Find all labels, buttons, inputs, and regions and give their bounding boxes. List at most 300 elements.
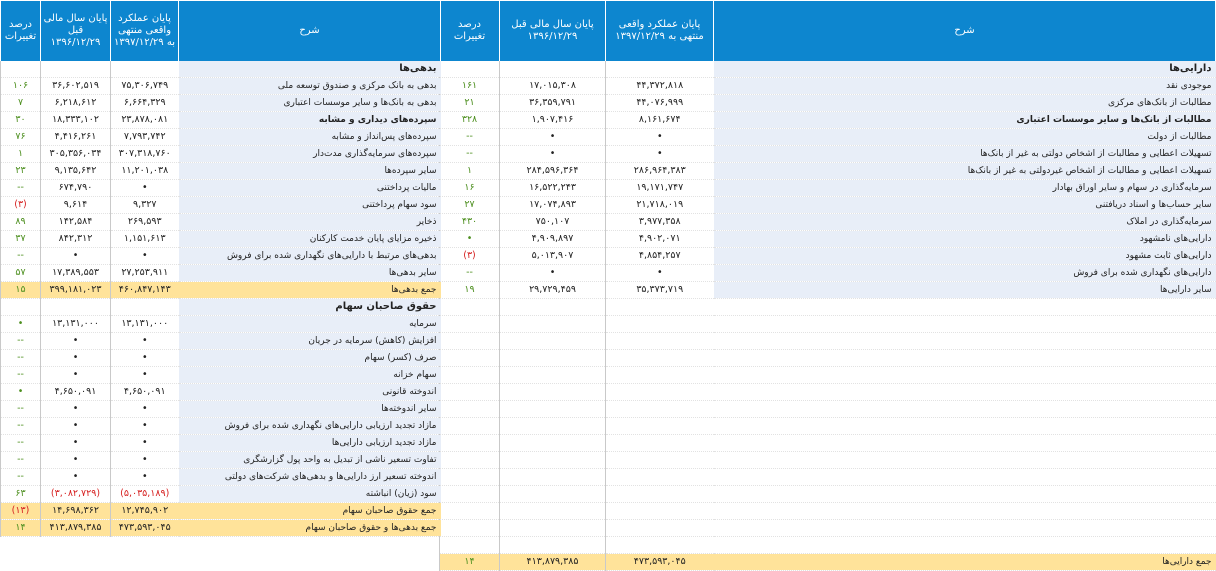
cell-desc: تسهیلات اعطایی و مطالبات از اشخاص دولتی به غیر از بانک‌ها [714,146,1216,163]
cell-prior: ۱۴۲,۵۸۴ [41,214,111,231]
cell-current: • [111,469,179,486]
cell-change [1,299,41,316]
cell-current: ۳,۹۷۷,۳۵۸ [606,214,714,231]
cell-change: -- [1,248,41,265]
cell-prior: ۱,۹۰۷,۴۱۶ [500,112,606,129]
empty-row [440,350,1216,367]
cell-change: -- [440,129,500,146]
cell-change: -- [1,418,41,435]
cell-current: ۳۰۷,۳۱۸,۷۶۰ [111,146,179,163]
cell-change [1,61,41,78]
empty-cell [606,520,714,537]
cell-current: ۴۷۳,۵۹۳,۰۴۵ [606,554,714,571]
empty-cell [440,384,500,401]
cell-current: • [606,129,714,146]
empty-cell [714,367,1216,384]
table-row [1,248,441,265]
table-row [1,129,441,146]
cell-prior: • [500,129,606,146]
liabilities-table [0,0,441,537]
cell-change: ۲۱ [440,95,500,112]
cell-current: ۴۴,۰۷۶,۹۹۹ [606,95,714,112]
empty-row [440,418,1216,435]
cell-change: ۳۲۸ [440,112,500,129]
cell-desc: حقوق صاحبان سهام [179,299,441,316]
cell-desc: سهام خزانه [179,367,441,384]
cell-prior: • [500,265,606,282]
empty-row [440,537,1216,554]
liabilities-prior-header: پایان سال مالی قبل ۱۳۹۶/۱۲/۲۹ [41,1,111,62]
empty-cell [500,316,606,333]
table-row [440,95,1216,112]
liabilities-current-header: پایان عملکرد واقعی منتهی به ۱۳۹۷/۱۲/۲۹ [111,1,179,62]
cell-current: • [111,452,179,469]
cell-current: ۷۵,۳۰۶,۷۴۹ [111,78,179,95]
cell-prior: ۱۳,۱۳۱,۰۰۰ [41,316,111,333]
empty-cell [714,520,1216,537]
empty-cell [440,367,500,384]
cell-desc: موجودی نقد [714,78,1216,95]
cell-change: ۳۷ [1,231,41,248]
cell-desc: سایر بدهی‌ها [179,265,441,282]
empty-cell [500,503,606,520]
cell-desc: دارایی‌های ثابت مشهود [714,248,1216,265]
cell-change: ۲۳ [1,163,41,180]
cell-desc: مطالبات از دولت [714,129,1216,146]
cell-current [111,299,179,316]
empty-cell [714,401,1216,418]
cell-current: ۱,۱۵۱,۶۱۳ [111,231,179,248]
cell-desc: سرمایه [179,316,441,333]
empty-cell [500,401,606,418]
empty-cell [714,435,1216,452]
empty-cell [500,435,606,452]
cell-desc: دارایی‌ها [714,61,1216,78]
empty-cell [714,469,1216,486]
cell-desc: جمع حقوق صاحبان سهام [179,503,441,520]
cell-change: ۳۰ [1,112,41,129]
empty-cell [440,418,500,435]
cell-prior: ۱۸,۳۳۳,۱۰۲ [41,112,111,129]
table-row [1,486,441,503]
cell-current: ۴,۶۵۰,۰۹۱ [111,384,179,401]
empty-cell [500,486,606,503]
cell-change: ۱۶ [440,180,500,197]
cell-current: • [111,418,179,435]
cell-prior: (۳,۰۸۲,۷۲۹) [41,486,111,503]
table-row [1,146,441,163]
cell-change: ۱۹ [440,282,500,299]
cell-prior: ۳۶,۶۰۲,۵۱۹ [41,78,111,95]
empty-cell [606,435,714,452]
empty-cell [606,333,714,350]
empty-cell [440,520,500,537]
table-row [440,214,1216,231]
cell-current: ۲۸۶,۹۶۴,۳۸۳ [606,163,714,180]
cell-change: -- [1,333,41,350]
cell-desc: جمع بدهی‌ها [179,282,441,299]
empty-cell [440,435,500,452]
total-row [1,503,441,520]
cell-desc: سود سهام پرداختنی [179,197,441,214]
cell-prior: ۴۱۳,۸۷۹,۳۸۵ [500,554,606,571]
empty-cell [500,333,606,350]
cell-desc: اندوخته قانونی [179,384,441,401]
cell-prior: • [41,452,111,469]
cell-desc: سپرده‌های دیداری و مشابه [179,112,441,129]
cell-desc: صرف (کسر) سهام [179,350,441,367]
cell-current: ۱۲,۷۴۵,۹۰۲ [111,503,179,520]
cell-current: • [111,180,179,197]
cell-desc: جمع دارایی‌ها [714,554,1216,571]
cell-change: • [440,231,500,248]
cell-desc: بدهی به بانک‌ها و سایر موسسات اعتباری [179,95,441,112]
cell-change: ۶۳ [1,486,41,503]
cell-desc: جمع بدهی‌ها و حقوق صاحبان سهام [179,520,441,537]
section-row [440,61,1216,78]
empty-row [440,333,1216,350]
empty-row [440,503,1216,520]
empty-cell [714,333,1216,350]
cell-current: ۴,۹۰۲,۰۷۱ [606,231,714,248]
empty-cell [714,537,1216,554]
empty-cell [714,299,1216,316]
cell-change: -- [1,435,41,452]
empty-cell [606,503,714,520]
cell-change: ۸۹ [1,214,41,231]
table-row [1,350,441,367]
cell-current: • [111,333,179,350]
cell-prior: • [41,333,111,350]
cell-prior: ۱۷,۰۱۵,۳۰۸ [500,78,606,95]
cell-current: • [111,248,179,265]
empty-row [440,299,1216,316]
table-row [440,146,1216,163]
empty-cell [606,418,714,435]
cell-change: ۷۶ [1,129,41,146]
empty-cell [440,401,500,418]
empty-cell [440,486,500,503]
cell-prior: ۵,۰۱۳,۹۰۷ [500,248,606,265]
cell-current: ۲۱,۷۱۸,۰۱۹ [606,197,714,214]
cell-current: ۶,۶۶۴,۳۲۹ [111,95,179,112]
cell-current: ۴۴,۳۷۲,۸۱۸ [606,78,714,95]
cell-change: ۱۴ [440,554,500,571]
cell-desc: مازاد تجدید ارزیابی دارایی‌ها [179,435,441,452]
cell-current: (۵,۰۳۵,۱۸۹) [111,486,179,503]
empty-cell [500,299,606,316]
table-row [1,197,441,214]
table-row [440,231,1216,248]
cell-desc: مطالبات از بانک‌های مرکزی [714,95,1216,112]
empty-cell [714,503,1216,520]
cell-change: -- [1,401,41,418]
empty-cell [500,537,606,554]
cell-prior: ۲۸۴,۵۹۶,۳۶۴ [500,163,606,180]
cell-prior: ۴۱۳,۸۷۹,۳۸۵ [41,520,111,537]
table-row [1,384,441,401]
cell-change: ۴۳۰ [440,214,500,231]
table-row [1,435,441,452]
empty-cell [606,486,714,503]
cell-prior [500,61,606,78]
assets-prior-header: پایان سال مالی قبل ۱۳۹۶/۱۲/۲۹ [500,1,606,62]
cell-current: ۴۶۰,۸۴۷,۱۴۳ [111,282,179,299]
cell-prior: • [41,248,111,265]
cell-prior: ۴,۹۰۹,۸۹۷ [500,231,606,248]
cell-desc: اندوخته تسعیر ارز دارایی‌ها و بدهی‌های شرکت‌های دولتی [179,469,441,486]
cell-current: ۹,۳۲۷ [111,197,179,214]
cell-prior: ۱۷,۰۷۴,۸۹۳ [500,197,606,214]
cell-desc: سرمایه‌گذاری در املاک [714,214,1216,231]
cell-change: ۱۵ [1,282,41,299]
cell-change: -- [440,146,500,163]
cell-desc: بدهی‌ها [179,61,441,78]
empty-cell [440,299,500,316]
cell-current: • [606,265,714,282]
empty-cell [606,299,714,316]
cell-current: ۴,۸۵۴,۲۵۷ [606,248,714,265]
empty-cell [606,316,714,333]
cell-change [440,61,500,78]
liabilities-change-header: درصد تغییرات [1,1,41,62]
cell-prior: ۶,۲۱۸,۶۱۲ [41,95,111,112]
table-row [440,112,1216,129]
cell-current: • [111,401,179,418]
cell-change: • [1,384,41,401]
cell-prior: • [41,469,111,486]
empty-cell [440,452,500,469]
empty-cell [606,384,714,401]
cell-desc: سود (زیان) انباشته [179,486,441,503]
cell-prior: ۸۴۲,۳۱۲ [41,231,111,248]
cell-prior: ۶۷۴,۷۹۰ [41,180,111,197]
empty-cell [606,350,714,367]
cell-current: ۱۳,۱۳۱,۰۰۰ [111,316,179,333]
cell-prior: • [41,401,111,418]
empty-cell [606,469,714,486]
cell-change: • [1,316,41,333]
table-row [1,418,441,435]
empty-row [440,384,1216,401]
empty-cell [714,316,1216,333]
cell-change: (۳) [1,197,41,214]
empty-cell [714,452,1216,469]
table-row [1,112,441,129]
cell-current: ۱۹,۱۷۱,۷۴۷ [606,180,714,197]
cell-current: • [111,435,179,452]
cell-prior: ۹,۶۱۴ [41,197,111,214]
cell-change: (۳) [440,248,500,265]
empty-row [440,486,1216,503]
cell-desc: دارایی‌های نگهداری شده برای فروش [714,265,1216,282]
cell-desc: ذخیره مزایای پایان خدمت کارکنان [179,231,441,248]
table-row [1,401,441,418]
cell-prior: ۲۹,۷۲۹,۴۵۹ [500,282,606,299]
assets-desc-header: شرح [714,1,1216,62]
cell-desc: سایر سپرده‌ها [179,163,441,180]
total-row [440,554,1216,571]
cell-change: ۱ [440,163,500,180]
empty-row [440,401,1216,418]
cell-prior: ۱۷,۳۸۹,۵۵۳ [41,265,111,282]
cell-change: ۱۴ [1,520,41,537]
cell-prior: • [41,418,111,435]
table-row [1,316,441,333]
cell-change: ۲۷ [440,197,500,214]
cell-prior: ۱۶,۵۲۲,۲۴۳ [500,180,606,197]
table-row [440,282,1216,299]
table-row [1,78,441,95]
table-row [1,452,441,469]
table-row [1,367,441,384]
cell-desc: سایر حساب‌ها و اسناد دریافتنی [714,197,1216,214]
empty-row [440,520,1216,537]
assets-change-header: درصد تغییرات [440,1,500,62]
cell-change: ۱۰۶ [1,78,41,95]
cell-desc: مالیات پرداختنی [179,180,441,197]
cell-desc: سپرده‌های پس‌انداز و مشابه [179,129,441,146]
cell-desc: سرمایه‌گذاری در سهام و سایر اوراق بهادار [714,180,1216,197]
cell-change: (۱۳) [1,503,41,520]
table-row [1,95,441,112]
cell-prior: ۳۶,۳۵۹,۷۹۱ [500,95,606,112]
cell-change: ۱ [1,146,41,163]
cell-prior: • [41,350,111,367]
cell-desc: سایر دارایی‌ها [714,282,1216,299]
cell-current: • [606,146,714,163]
cell-prior: ۷۵۰,۱۰۷ [500,214,606,231]
cell-change: ۷ [1,95,41,112]
cell-desc: افزایش (کاهش) سرمایه در جریان [179,333,441,350]
cell-desc: تفاوت تسعیر ناشی از تبدیل به واحد پول گزارشگری [179,452,441,469]
cell-change: -- [1,367,41,384]
cell-change: -- [1,180,41,197]
table-row [1,163,441,180]
cell-desc: سایر اندوخته‌ها [179,401,441,418]
cell-current: • [111,367,179,384]
cell-prior: ۴,۶۵۰,۰۹۱ [41,384,111,401]
cell-prior [41,61,111,78]
empty-row [440,435,1216,452]
section-row [1,299,441,316]
cell-prior: • [41,367,111,384]
cell-prior: ۳۰۵,۳۵۶,۰۳۴ [41,146,111,163]
cell-prior: • [41,435,111,452]
cell-desc: سپرده‌های سرمایه‌گذاری مدت‌دار [179,146,441,163]
cell-current: ۲۳,۸۷۸,۰۸۱ [111,112,179,129]
assets-table [439,0,1216,571]
cell-desc: مطالبات از بانک‌ها و سایر موسسات اعتباری [714,112,1216,129]
cell-change: -- [1,469,41,486]
cell-prior: ۳۹۹,۱۸۱,۰۲۳ [41,282,111,299]
cell-prior: ۹,۱۳۵,۶۴۲ [41,163,111,180]
empty-cell [606,452,714,469]
empty-cell [606,401,714,418]
cell-desc: تسهیلات اعطایی و مطالبات از اشخاص غیردولتی به غیر از بانک‌ها [714,163,1216,180]
empty-cell [500,452,606,469]
empty-cell [714,350,1216,367]
liabilities-desc-header: شرح [179,1,441,62]
empty-row [440,469,1216,486]
empty-cell [440,333,500,350]
empty-cell [500,384,606,401]
cell-current: ۱۱,۲۰۱,۰۳۸ [111,163,179,180]
empty-cell [440,537,500,554]
table-row [1,214,441,231]
cell-change: -- [1,452,41,469]
table-row [1,265,441,282]
cell-change: ۱۶۱ [440,78,500,95]
empty-cell [606,537,714,554]
table-row [440,265,1216,282]
table-row [440,248,1216,265]
table-row [440,197,1216,214]
cell-desc: ذخایر [179,214,441,231]
empty-cell [500,469,606,486]
empty-cell [440,469,500,486]
empty-cell [714,418,1216,435]
cell-current: ۴۷۳,۵۹۳,۰۴۵ [111,520,179,537]
cell-current [606,61,714,78]
empty-cell [440,350,500,367]
table-row [440,78,1216,95]
empty-cell [606,367,714,384]
table-row [1,231,441,248]
empty-cell [440,316,500,333]
cell-desc: بدهی به بانک مرکزی و صندوق توسعه ملی [179,78,441,95]
cell-desc: مازاد تجدید ارزیابی دارایی‌های نگهداری شده برای فروش [179,418,441,435]
empty-cell [500,520,606,537]
cell-change: -- [1,350,41,367]
cell-current: • [111,350,179,367]
empty-row [440,367,1216,384]
cell-current [111,61,179,78]
cell-prior [41,299,111,316]
cell-desc: بدهی‌های مرتبط با دارایی‌های نگهداری شده برای فروش [179,248,441,265]
cell-change: ۵۷ [1,265,41,282]
empty-cell [500,367,606,384]
cell-prior: ۱۴,۶۹۸,۳۶۲ [41,503,111,520]
assets-current-header: پایان عملکرد واقعی منتهی به ۱۳۹۷/۱۲/۲۹ [606,1,714,62]
section-row [1,61,441,78]
empty-cell [714,384,1216,401]
total-row [1,282,441,299]
cell-current: ۲۶۹,۵۹۳ [111,214,179,231]
empty-cell [500,350,606,367]
table-row [1,333,441,350]
table-row [440,163,1216,180]
table-row [1,469,441,486]
empty-cell [440,503,500,520]
cell-current: ۳۵,۳۷۳,۷۱۹ [606,282,714,299]
empty-row [440,316,1216,333]
cell-prior: ۴,۴۱۶,۲۶۱ [41,129,111,146]
cell-current: ۸,۱۶۱,۶۷۴ [606,112,714,129]
total-row [1,520,441,537]
cell-current: ۷,۷۹۳,۷۴۲ [111,129,179,146]
cell-prior: • [500,146,606,163]
table-row [1,180,441,197]
table-row [440,129,1216,146]
empty-row [440,452,1216,469]
table-row [440,180,1216,197]
cell-current: ۲۷,۲۵۳,۹۱۱ [111,265,179,282]
empty-cell [714,486,1216,503]
cell-desc: دارایی‌های نامشهود [714,231,1216,248]
cell-change: -- [440,265,500,282]
empty-cell [500,418,606,435]
